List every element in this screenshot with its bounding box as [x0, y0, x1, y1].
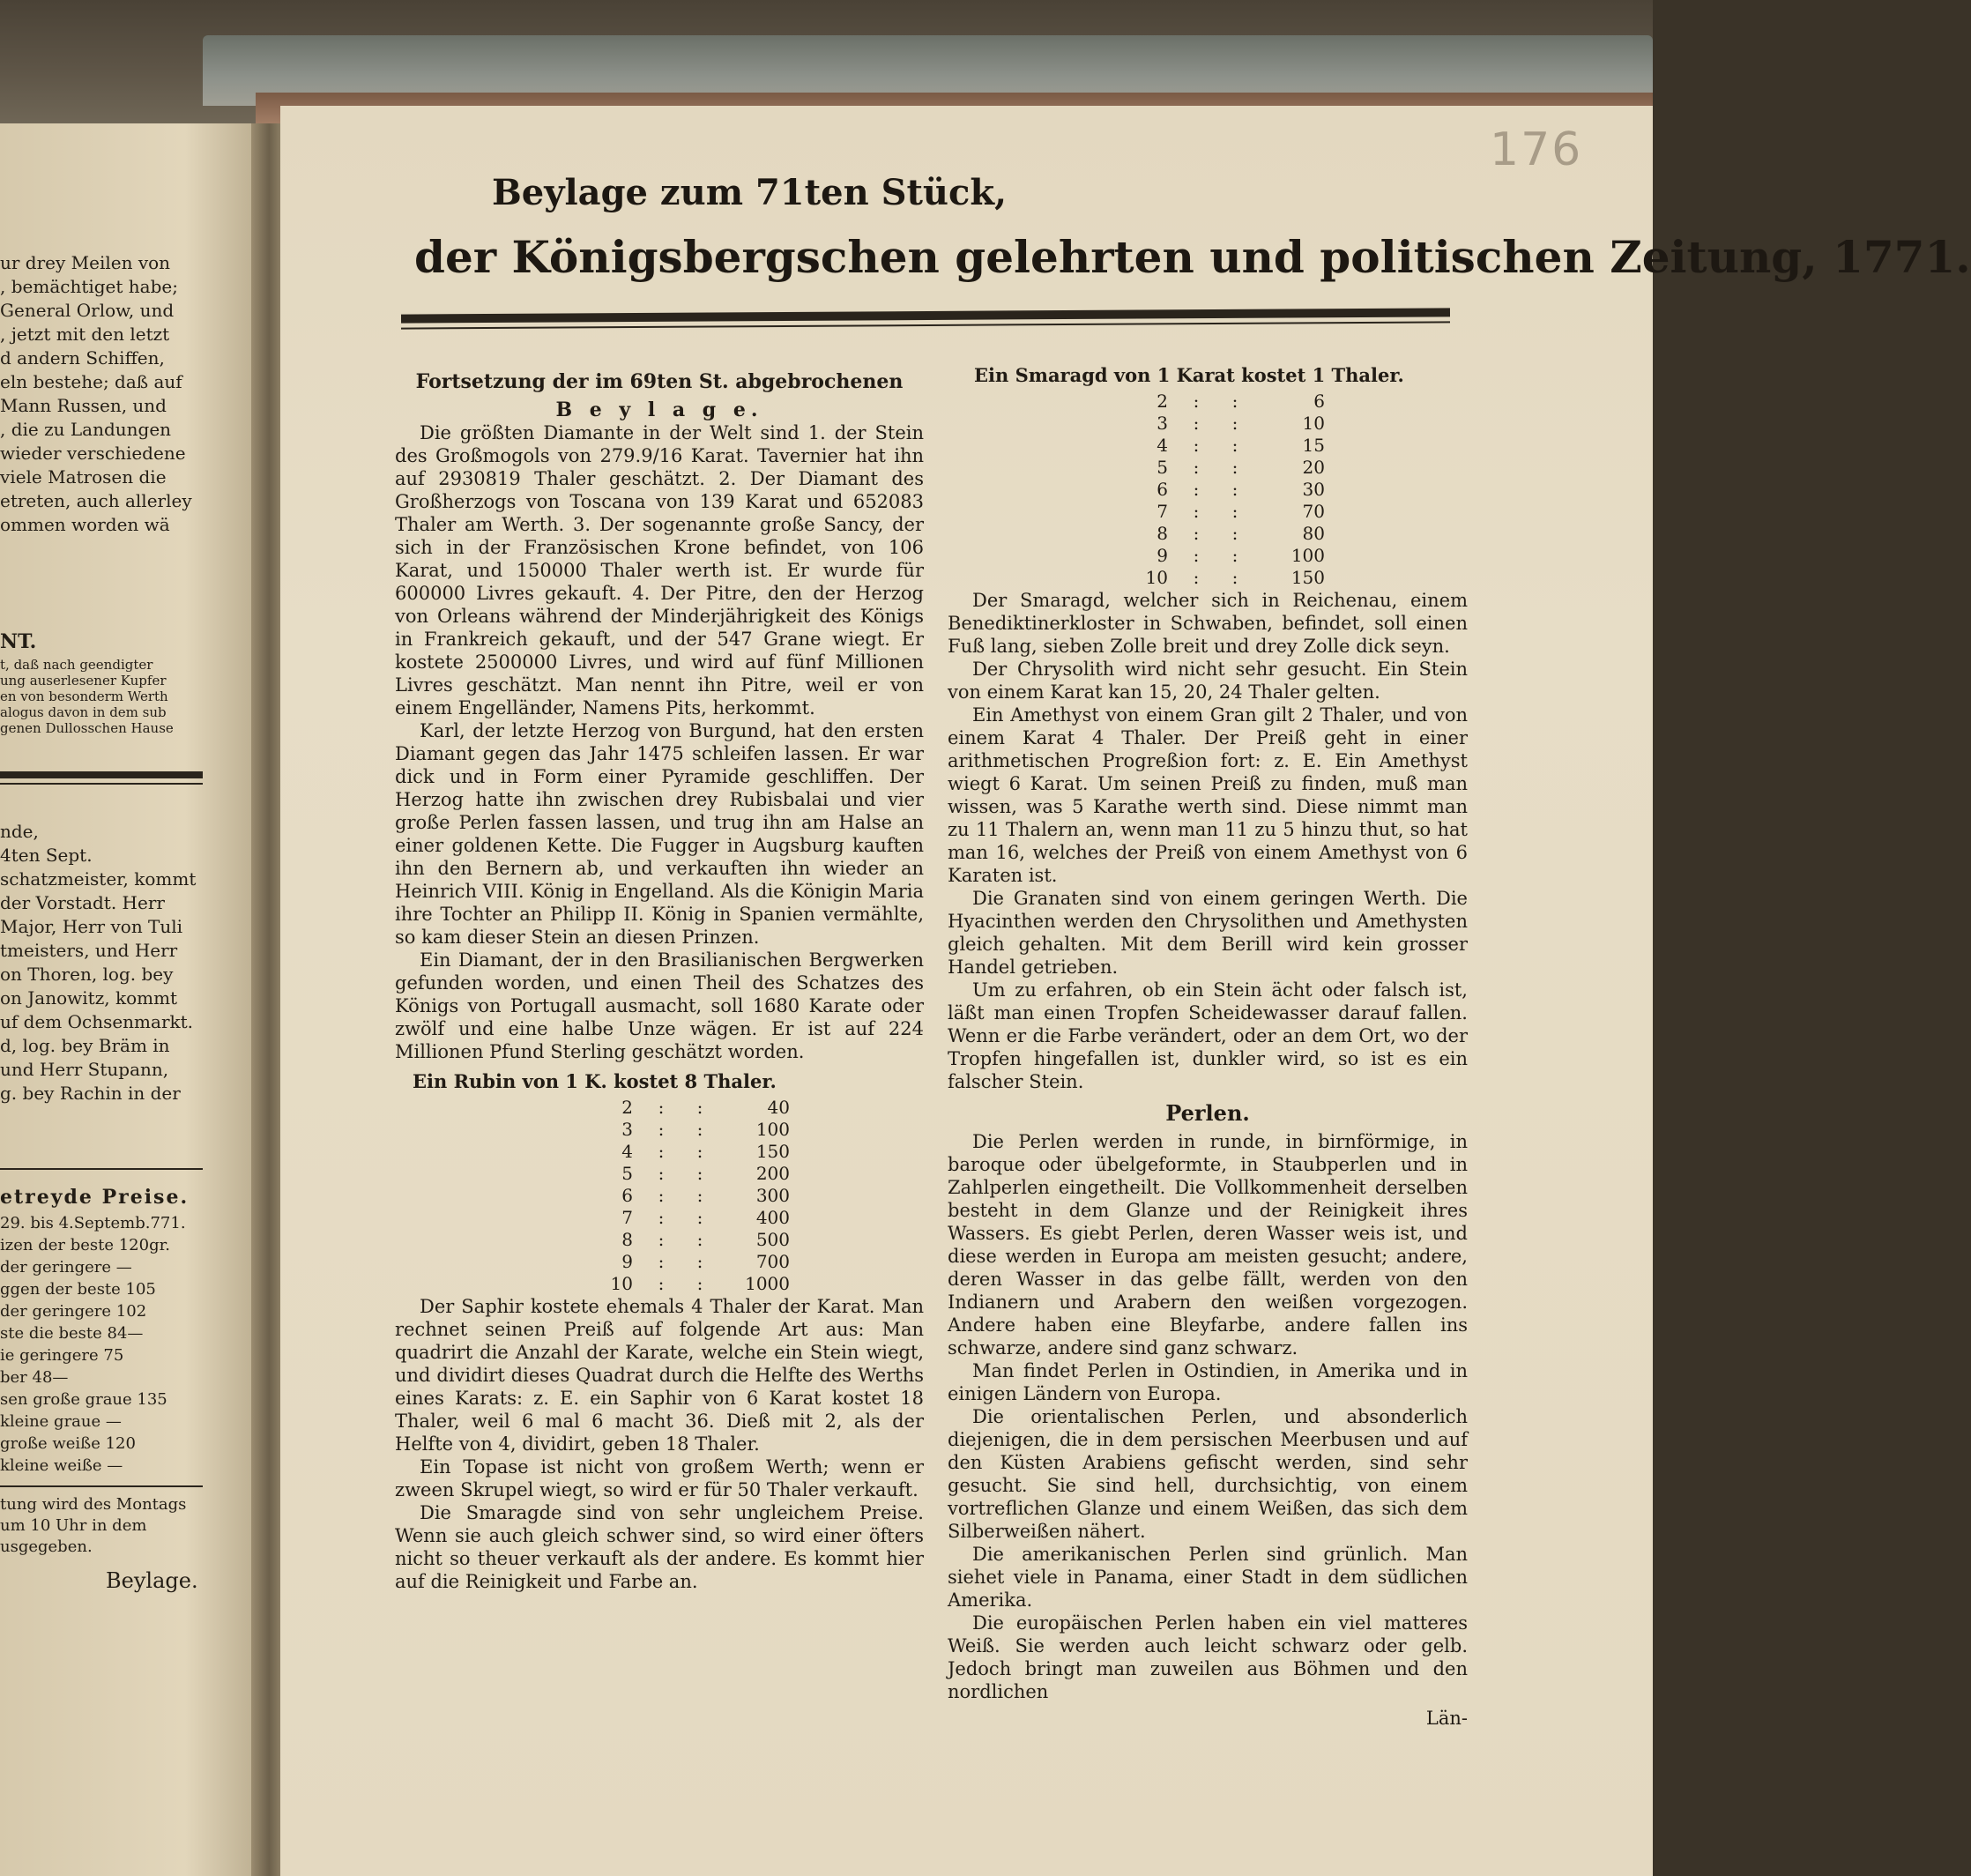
- price-row: [589, 1097, 799, 1119]
- text-line: on Janowitz, kommt: [0, 987, 178, 1009]
- price-value: 6: [1313, 391, 1325, 412]
- paragraph: Die größten Diamante in der Welt sind 1. der Stein des Großmogols von 279.9/16 Karat. Tavernier hat ihn auf 2930819 Thaler geschätzt. 2. Der Diamant des Großherzogs von Toscana von 139 Karat und 652083 Thaler am Werth. 3. Der sogenannte große Sancy, der sich in der Französischen Krone befindet, von 106 Karat, und 150000 Thaler werth ist. Er wurde für 600000 Livres gekauft. 4. Der Pitre, den der Herzog von Orleans während der Minderjährigkeit des Königs in Frankreich gekauft, und der 547 Grane wiegt. Er kostete 2500000 Livres, und wird auf fünf Millionen Livres geschätzt. Man nennt ihn Pitre, weil er von einem Engelländer, Namens Pits, herkommt.: [395, 422, 924, 718]
- paragraph: Der Chrysolith wird nicht sehr gesucht. Ein Stein von einem Karat kan 15, 20, 24 Thaler gelten.: [948, 659, 1468, 703]
- ditto-mark: :: [1193, 457, 1200, 478]
- text-line: , jetzt mit den letzt: [0, 324, 170, 345]
- text-line: schatzmeister, kommt: [0, 868, 197, 890]
- left-page-rule-thin-2: [0, 1168, 203, 1170]
- text-line: ung auserlesener Kupfer: [0, 673, 167, 689]
- text-line: en von besonderm Werth: [0, 689, 168, 704]
- ditto-mark: :: [1193, 523, 1200, 544]
- left-page-arrivals: [0, 820, 196, 1106]
- ditto-mark: :: [696, 1141, 703, 1162]
- price-row: [589, 1163, 799, 1185]
- ditto-mark: :: [696, 1229, 703, 1250]
- left-page-grain-heading: etreyde Preise.: [0, 1186, 190, 1209]
- text-line: nde,: [0, 821, 39, 842]
- paragraph: Der Smaragd, welcher sich in Reichenau, einem Benediktinerkloster in Schwaben, befindet, soll einen Fuß lang, sieben Zolle breit und drey Zolle dick seyn.: [948, 590, 1468, 657]
- price-value: 500: [755, 1229, 790, 1250]
- text-line: eln bestehe; daß auf: [0, 371, 182, 392]
- price-value: 100: [755, 1119, 790, 1140]
- price-row: [589, 1229, 799, 1251]
- carat-count: 8: [621, 1229, 633, 1250]
- carat-count: 2: [621, 1097, 633, 1118]
- price-row: [1124, 413, 1334, 435]
- carat-count: 9: [1157, 545, 1168, 566]
- price-row: [589, 1207, 799, 1229]
- ditto-mark: :: [1193, 435, 1200, 456]
- carat-count: 3: [621, 1119, 633, 1140]
- paragraph: Man findet Perlen in Ostindien, in Amerika und in einigen Ländern von Europa.: [948, 1360, 1468, 1404]
- ditto-mark: :: [696, 1207, 703, 1228]
- pearls-heading: Perlen.: [1165, 1100, 1250, 1126]
- price-value: 30: [1302, 479, 1325, 500]
- text-line: wieder verschiedene: [0, 443, 186, 464]
- text-line: , die zu Landungen: [0, 419, 172, 440]
- ditto-mark: :: [696, 1251, 703, 1272]
- text-line: der geringere 102: [0, 1302, 147, 1321]
- catchword: Län-: [1425, 1708, 1468, 1729]
- ditto-mark: :: [1231, 501, 1238, 522]
- text-line: usgegeben.: [0, 1537, 93, 1556]
- price-row: [1124, 391, 1334, 413]
- carat-count: 4: [621, 1141, 633, 1162]
- text-line: g. bey Rachin in der: [0, 1083, 181, 1104]
- price-value: 200: [755, 1163, 790, 1184]
- price-row: [589, 1119, 799, 1141]
- folio-number: 176: [1490, 123, 1583, 176]
- text-line: uf dem Ochsenmarkt.: [0, 1011, 194, 1032]
- price-row: [589, 1251, 799, 1273]
- ditto-mark: :: [1231, 457, 1238, 478]
- text-line: und Herr Stupann,: [0, 1059, 169, 1080]
- text-line: Major, Herr von Tuli: [0, 916, 183, 937]
- text-line: ste die beste 84—: [0, 1324, 144, 1343]
- text-line: der Vorstadt. Herr: [0, 892, 165, 913]
- ditto-mark: :: [1231, 479, 1238, 500]
- ditto-mark: :: [1193, 479, 1200, 500]
- ruby-price-table: [589, 1097, 799, 1295]
- carat-count: 9: [621, 1251, 633, 1272]
- paragraph: Die europäischen Perlen haben ein viel matteres Weiß. Sie werden auch leicht schwarz oder gelb. Jedoch bringt man zuweilen aus Böhmen und den nordlichen: [948, 1612, 1468, 1702]
- ditto-mark: :: [1193, 567, 1200, 588]
- ditto-mark: :: [658, 1163, 665, 1184]
- ditto-mark: :: [696, 1163, 703, 1184]
- text-line: genen Dullosschen Hause: [0, 720, 174, 736]
- text-line: um 10 Uhr in dem: [0, 1516, 147, 1535]
- price-value: 100: [1290, 545, 1325, 566]
- diamond-paragraphs: [395, 421, 924, 1063]
- ditto-mark: :: [696, 1119, 703, 1140]
- text-line: etreten, auch allerley: [0, 490, 192, 511]
- ditto-mark: :: [1193, 501, 1200, 522]
- text-line: d andern Schiffen,: [0, 347, 165, 368]
- left-page-grain-prices: [0, 1212, 186, 1477]
- left-page-rule-thin: [0, 783, 203, 785]
- text-line: kleine weiße —: [0, 1456, 123, 1475]
- carat-count: 7: [621, 1207, 633, 1228]
- price-row: [589, 1273, 799, 1295]
- left-page-rule-thin-3: [0, 1485, 203, 1487]
- left-page-catchword: Beylage.: [106, 1568, 198, 1593]
- price-row: [1124, 501, 1334, 523]
- ditto-mark: :: [658, 1207, 665, 1228]
- price-row: [1124, 545, 1334, 567]
- left-page-news-block: [0, 251, 192, 537]
- ditto-mark: :: [1231, 545, 1238, 566]
- price-row: [1124, 523, 1334, 545]
- carat-count: 10: [610, 1273, 633, 1294]
- paragraph: Ein Diamant, der in den Brasilianischen Bergwerken gefunden worden, und einen Theil des Schatzes des Königs von Portugall ausmacht, soll 1680 Karate oder zwölf und eine halbe Unze wägen. Er ist auf 224 Millionen Pfund Sterling geschätzt worden.: [395, 949, 924, 1062]
- text-line: t, daß nach geendigter: [0, 657, 153, 673]
- text-line: tmeisters, und Herr: [0, 940, 178, 961]
- ditto-mark: :: [696, 1185, 703, 1206]
- left-page-auction-notice: [0, 657, 174, 736]
- text-line: ggen der beste 105: [0, 1280, 156, 1299]
- paragraph: Um zu erfahren, ob ein Stein ächt oder falsch ist, läßt man einen Tropfen Scheidewasser darauf fallen. Wenn er die Farbe verändert, oder an dem Ort, wo der Tropfen hingefallen ist, dunkler wird, so ist es ein falscher Stein.: [948, 979, 1468, 1092]
- article-column-1: [395, 370, 924, 1593]
- carat-count: 6: [621, 1185, 633, 1206]
- ditto-mark: :: [1193, 545, 1200, 566]
- sapphire-topaz-emerald-paragraphs: [395, 1295, 924, 1593]
- price-row: [589, 1185, 799, 1207]
- text-line: tung wird des Montags: [0, 1495, 187, 1514]
- article-subheading: B e y l a g e.: [555, 398, 763, 421]
- ditto-mark: :: [658, 1251, 665, 1272]
- text-line: große weiße 120: [0, 1434, 136, 1453]
- price-value: 300: [755, 1185, 790, 1206]
- emerald-price-table: [1124, 391, 1334, 589]
- price-value: 80: [1302, 523, 1325, 544]
- price-value: 1000: [745, 1273, 790, 1294]
- carat-count: 2: [1157, 391, 1168, 412]
- carat-count: 7: [1157, 501, 1168, 522]
- gem-paragraphs: [948, 589, 1468, 1093]
- ditto-mark: :: [658, 1097, 665, 1118]
- ditto-mark: :: [658, 1141, 665, 1162]
- text-line: viele Matrosen die: [0, 466, 167, 488]
- emerald-price-lead: Ein Smaragd von 1 Karat kostet 1 Thaler.: [974, 364, 1404, 386]
- paragraph: Ein Topase ist nicht von großem Werth; wenn er zween Skrupel wiegt, so wird er für 50 Thaler verkauft.: [395, 1456, 924, 1500]
- text-line: der geringere —: [0, 1258, 132, 1277]
- price-row: [1124, 567, 1334, 589]
- carat-count: 5: [1157, 457, 1168, 478]
- price-row: [589, 1141, 799, 1163]
- text-line: 4ten Sept.: [0, 845, 93, 866]
- ditto-mark: :: [696, 1097, 703, 1118]
- paragraph: Die Perlen werden in runde, in birnförmige, in baroque oder übelgeformte, in Staubperlen und in Zahlperlen eingetheilt. Die Vollkommenheit derselben besteht in dem Glanze und der Reinigkeit ihres Wassers. Es giebt Perlen, deren Wasser weis ist, und diese werden in Europa am meisten gesucht; andere, deren Wasser in das gelbe fällt, werden von den Indianern und Arabern den weißen vorgezogen. Andere haben eine Bleyfarbe, andere fallen ins schwarze, andere sind ganz schwarz.: [948, 1131, 1468, 1359]
- price-value: 400: [755, 1207, 790, 1228]
- text-line: sen große graue 135: [0, 1390, 167, 1409]
- left-page-rule: [0, 771, 203, 778]
- ditto-mark: :: [658, 1273, 665, 1294]
- ditto-mark: :: [1231, 567, 1238, 588]
- price-value: 150: [1290, 567, 1325, 588]
- text-line: on Thoren, log. bey: [0, 964, 174, 985]
- text-line: alogus davon in dem sub: [0, 704, 167, 720]
- text-line: ommen worden wä: [0, 514, 170, 535]
- price-value: 700: [755, 1251, 790, 1272]
- paragraph: Der Saphir kostete ehemals 4 Thaler der Karat. Man rechnet seinen Preiß auf folgende Art aus: Man quadrirt die Anzahl der Karate, welche ein Stein wiegt, und dividirt dieses Quadrat durch die Helfte des Werths eines Karats: z. E. ein Saphir von 6 Karat kostet 18 Thaler, weil 6 mal 6 macht 36. Dieß mit 2, als der Helfte von 4, dividirt, geben 18 Thaler.: [395, 1296, 924, 1455]
- price-value: 10: [1302, 413, 1325, 434]
- article-heading: Fortsetzung der im 69ten St. abgebrochenen: [415, 370, 904, 393]
- carat-count: 3: [1157, 413, 1168, 434]
- carat-count: 5: [621, 1163, 633, 1184]
- left-page-publication-note: [0, 1494, 186, 1558]
- carat-count: 6: [1157, 479, 1168, 500]
- paragraph: Ein Amethyst von einem Gran gilt 2 Thaler, und von einem Karat 4 Thaler. Der Preiß geht in einer arithmetischen Progreßion fort: z. E. Ein Amethyst wiegt 6 Karat. Um seinen Preiß zu finden, muß man wissen, was 5 Karathe werth sind. Diese nimmt man zu 11 Thalern an, wenn man 11 zu 5 hinzu thut, so hat man 16, welches der Preiß von einem Amethyst von 6 Karaten ist.: [948, 704, 1468, 886]
- text-line: , bemächtiget habe;: [0, 276, 178, 297]
- paragraph: Karl, der letzte Herzog von Burgund, hat den ersten Diamant gegen das Jahr 1475 schleifen lassen. Er war dick und in Form einer Pyramide geschliffen. Der Herzog hatte ihn zwischen drey Rubisbalai und vier große Perlen fassen lassen, und trug ihn am Halse an einer goldenen Kette. Die Fugger in Augsburg kauften ihn den Bernern ab, und verkauften ihn wieder an Heinrich VIII. König in Engelland. Als die Königin Maria ihre Tochter an Philipp II. König in Spanien vermählte, so kam dieser Stein an diesen Prinzen.: [395, 720, 924, 948]
- pearl-paragraphs: [948, 1130, 1468, 1703]
- carat-count: 10: [1145, 567, 1168, 588]
- carat-count: 8: [1157, 523, 1168, 544]
- newspaper-title: der Königsbergschen gelehrten und politischen Zeitung, 1771.: [414, 231, 1971, 283]
- ditto-mark: :: [658, 1229, 665, 1250]
- article-column-2: [948, 357, 1468, 1730]
- paragraph: Die Smaragde sind von sehr ungleichem Preise. Wenn sie auch gleich schwer sind, so wird einer öfters nicht so theuer verkauft als der andere. Es kommt hier auf die Reinigkeit und Farbe an.: [395, 1502, 924, 1592]
- ditto-mark: :: [696, 1273, 703, 1294]
- left-page: [0, 123, 264, 1876]
- ditto-mark: :: [1231, 391, 1238, 412]
- ditto-mark: :: [658, 1185, 665, 1206]
- paragraph: Die amerikanischen Perlen sind grünlich. Man siehet viele in Panama, einer Stadt in dem südlichen Amerika.: [948, 1544, 1468, 1611]
- paragraph: Die Granaten sind von einem geringen Werth. Die Hyacinthen werden den Chrysolithen und Amethysten gleich gehalten. Mit dem Berill wird kein grosser Handel getrieben.: [948, 888, 1468, 978]
- price-row: [1124, 479, 1334, 501]
- ditto-mark: :: [658, 1119, 665, 1140]
- text-line: ie geringere 75: [0, 1346, 124, 1365]
- ditto-mark: :: [1193, 413, 1200, 434]
- price-value: 15: [1302, 435, 1325, 456]
- paragraph: Die orientalischen Perlen, und absonderlich diejenigen, die in dem persischen Meerbusen und auf den Küsten Arabiens gefischt werden, sind sehr gesucht. Sie sind hell, durchsichtig, von einem vortreflichen Glanze und einem Weißen, das sich dem Silberweißen nähert.: [948, 1406, 1468, 1542]
- text-line: izen der beste 120gr.: [0, 1236, 170, 1254]
- ditto-mark: :: [1231, 435, 1238, 456]
- text-line: ber 48—: [0, 1368, 69, 1387]
- carat-count: 4: [1157, 435, 1168, 456]
- left-page-notice-heading: NT.: [0, 630, 37, 653]
- text-line: General Orlow, und: [0, 300, 175, 321]
- text-line: d, log. bey Bräm in: [0, 1035, 170, 1056]
- text-line: 29. bis 4.Septemb.771.: [0, 1214, 186, 1232]
- price-value: 20: [1302, 457, 1325, 478]
- supplement-title: Beylage zum 71ten Stück,: [491, 172, 1008, 213]
- text-line: Mann Russen, und: [0, 395, 167, 416]
- price-row: [1124, 435, 1334, 457]
- price-value: 150: [755, 1141, 790, 1162]
- price-value: 40: [767, 1097, 790, 1118]
- ruby-price-lead: Ein Rubin von 1 K. kostet 8 Thaler.: [413, 1070, 777, 1092]
- text-line: ur drey Meilen von: [0, 252, 171, 273]
- price-value: 70: [1302, 501, 1325, 522]
- ditto-mark: :: [1231, 523, 1238, 544]
- ditto-mark: :: [1231, 413, 1238, 434]
- price-row: [1124, 457, 1334, 479]
- ditto-mark: :: [1193, 391, 1200, 412]
- text-line: kleine graue —: [0, 1412, 122, 1431]
